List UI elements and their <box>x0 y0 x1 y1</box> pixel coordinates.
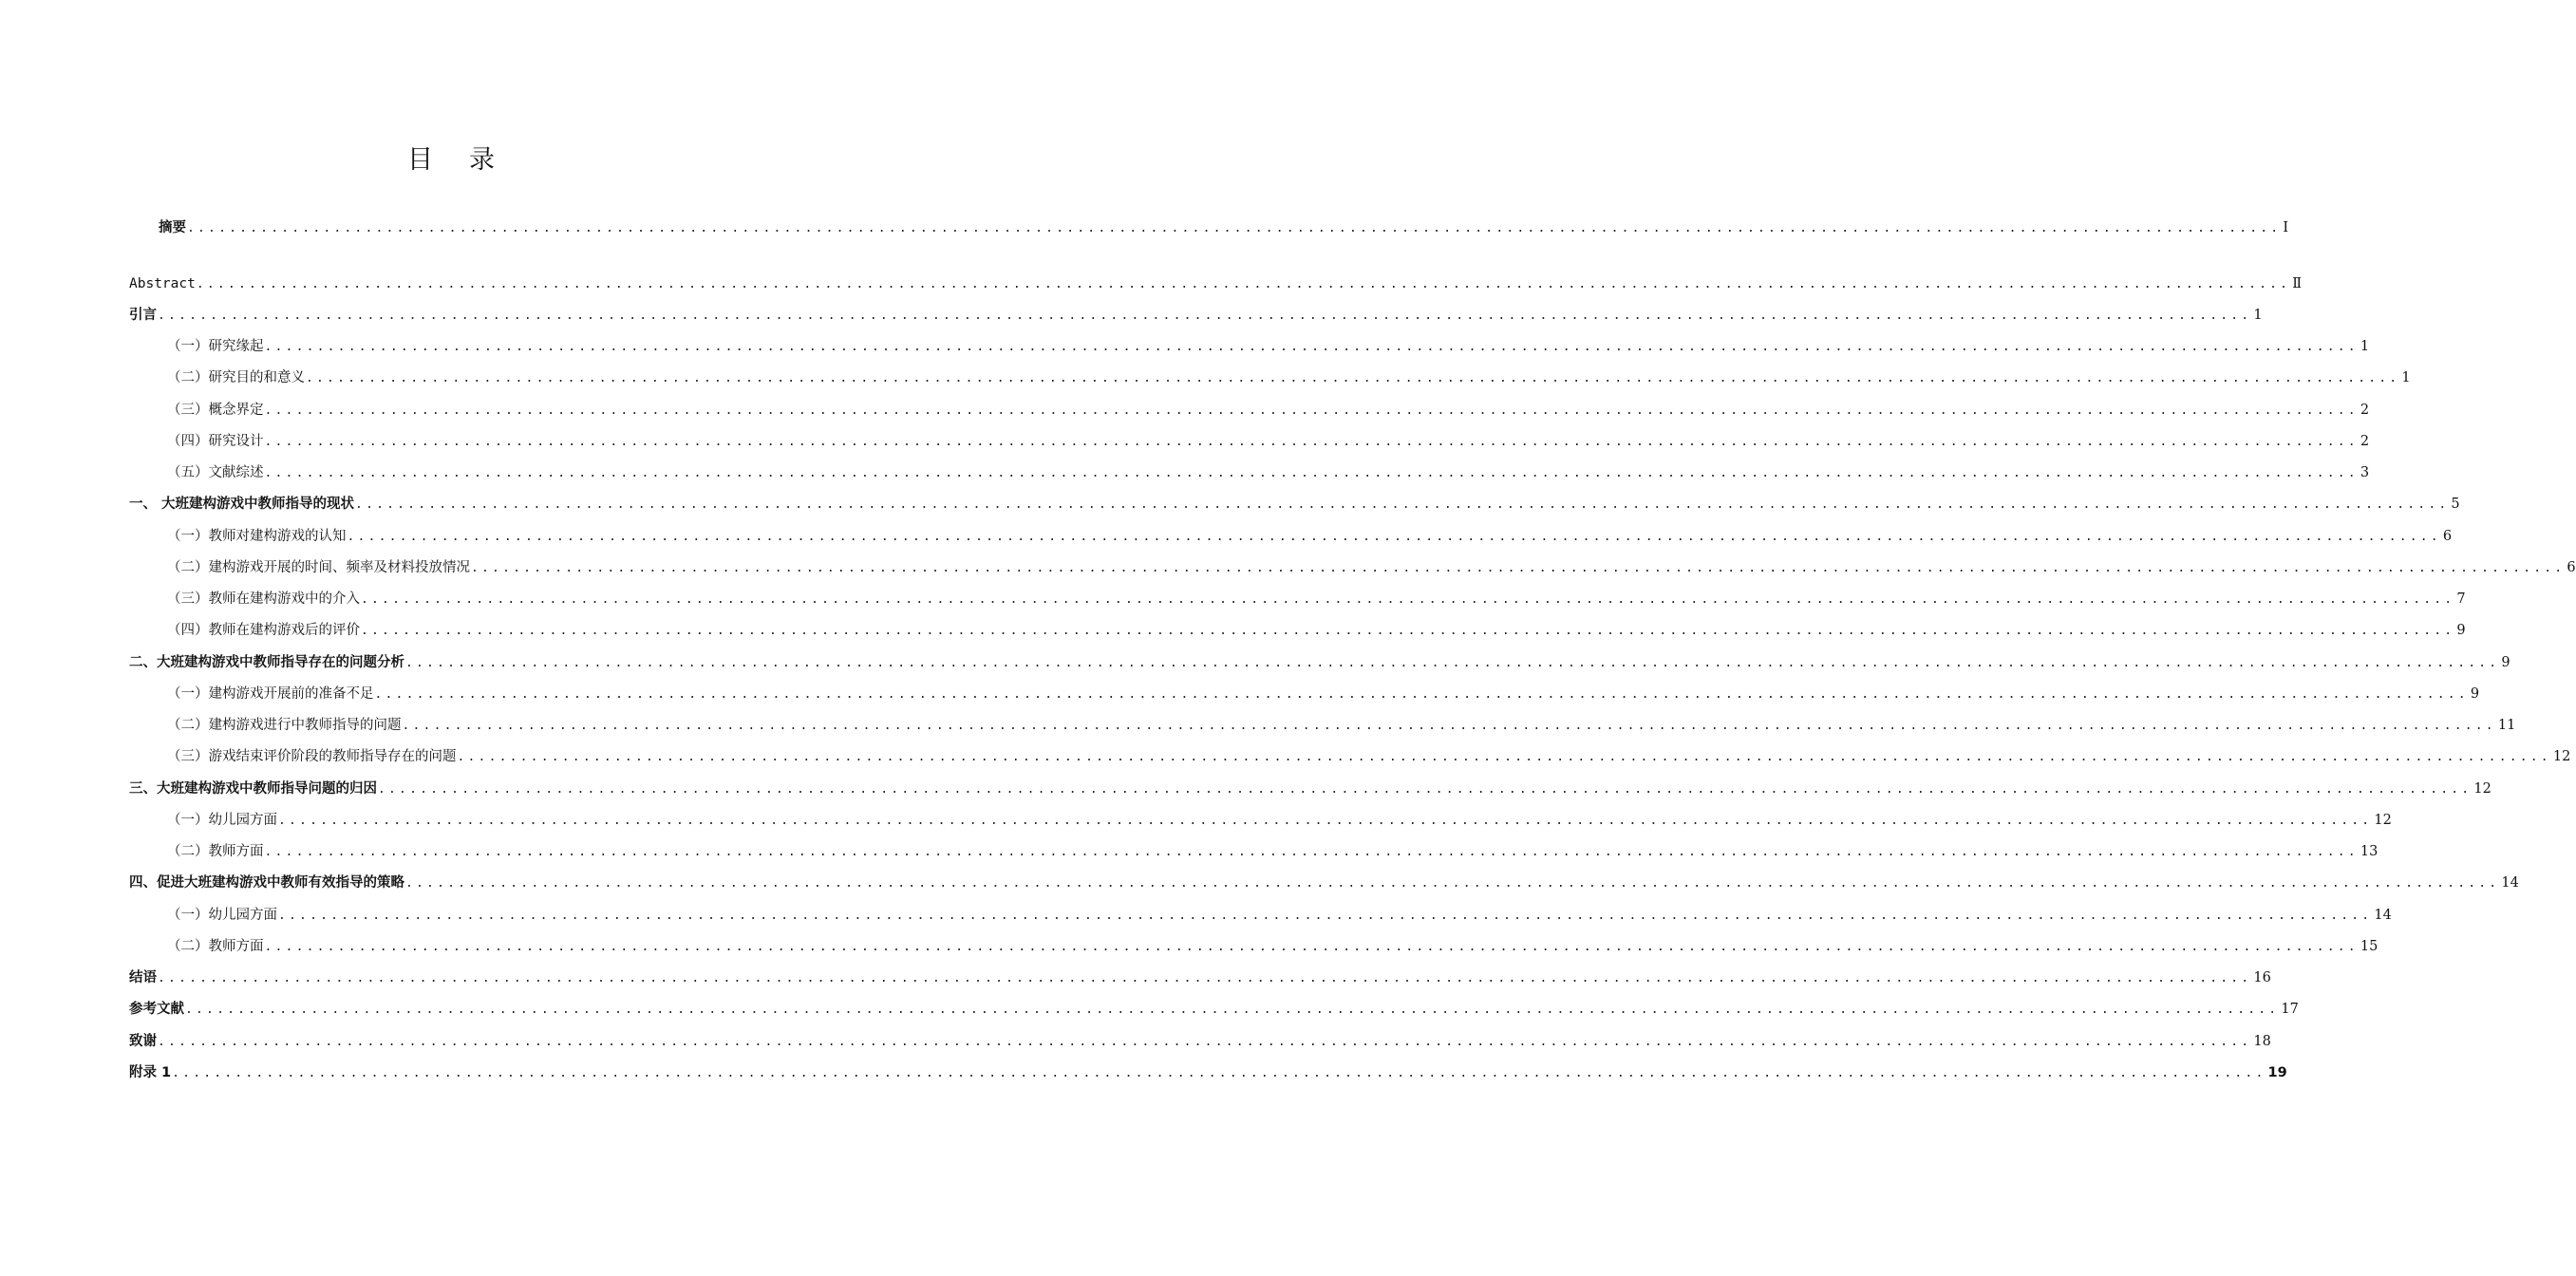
toc-page-number: 1 <box>2360 339 2370 354</box>
toc-entry-label: 摘要 <box>159 220 186 235</box>
toc-entry[interactable] <box>167 463 2370 482</box>
toc-leader-dots: ........................................................................................................................................................................................................ <box>374 687 2469 702</box>
toc-page-number: 3 <box>2360 465 2370 480</box>
toc-leader-dots: ........................................................................................................................................................................................................ <box>361 624 2455 638</box>
toc-page-number: 9 <box>2456 623 2466 638</box>
toc-entry-label: （一）幼儿园方面 <box>167 908 277 923</box>
toc-entry[interactable] <box>159 218 2289 237</box>
toc-leader-dots: ........................................................................................................................................................................................................ <box>264 340 2359 354</box>
toc-entry[interactable] <box>129 873 2519 892</box>
toc-leader-dots: ........................................................................................................................................................................................................ <box>306 371 2400 385</box>
toc-page-number: 15 <box>2360 939 2379 954</box>
toc-entry[interactable] <box>167 906 2392 925</box>
toc-entry[interactable] <box>167 811 2392 830</box>
toc-entry-label: （三）教师在建构游戏中的介入 <box>167 591 360 607</box>
toc-entry[interactable] <box>167 685 2480 704</box>
toc-entry-label: （一）研究缘起 <box>167 339 264 354</box>
toc-entry[interactable] <box>167 558 2576 577</box>
toc-page-number: 6 <box>2442 529 2453 544</box>
toc-leader-dots: ........................................................................................................................................................................................................ <box>378 782 2473 797</box>
toc-entry[interactable] <box>167 368 2411 387</box>
toc-entry-label: （一）建构游戏开展前的准备不足 <box>167 686 374 702</box>
page-title <box>0 139 902 176</box>
toc-leader-dots: ........................................................................................................................................................................................................ <box>278 814 2373 828</box>
toc-entry[interactable] <box>167 401 2370 420</box>
toc-entry[interactable] <box>129 779 2491 798</box>
toc-entry[interactable] <box>167 842 2379 861</box>
toc-page-number: 2 <box>2360 434 2370 449</box>
toc-page-number: 9 <box>2501 655 2510 670</box>
toc-leader-dots: ........................................................................................................................................................................................................ <box>158 971 2252 985</box>
toc-entry[interactable] <box>167 337 2370 356</box>
toc-entry-label: 四、促进大班建构游戏中教师有效指导的策略 <box>129 875 404 891</box>
toc-page-number: 11 <box>2497 718 2516 733</box>
toc-leader-dots: ........................................................................................................................................................................................................ <box>264 435 2359 449</box>
toc-entry-label: 致谢 <box>129 1034 157 1049</box>
toc-entry[interactable] <box>129 1032 2271 1051</box>
toc-entry[interactable] <box>129 495 2460 514</box>
toc-entry[interactable] <box>167 716 2516 735</box>
toc-entry[interactable] <box>129 968 2271 987</box>
toc-page-number: 12 <box>2552 749 2571 764</box>
toc-leader-dots: ........................................................................................................................................................................................................ <box>264 403 2359 418</box>
toc-page-number: 14 <box>2374 908 2392 923</box>
toc-leader-dots: ........................................................................................................................................................................................................ <box>264 845 2359 859</box>
toc-page-number: 19 <box>2267 1065 2287 1080</box>
toc-page-number: 2 <box>2360 403 2370 418</box>
toc-leader-dots: ........................................................................................................................................................................................................ <box>457 750 2551 764</box>
toc-page-number: Ⅱ <box>2292 276 2303 291</box>
toc-page-number: 6 <box>2567 560 2576 575</box>
toc-leader-dots: ........................................................................................................................................................................................................ <box>347 530 2441 544</box>
toc-leader-dots: ........................................................................................................................................................................................................ <box>405 876 2500 891</box>
toc-entry-label: 三、大班建构游戏中教师指导问题的归因 <box>129 781 377 797</box>
toc-leader-dots: ........................................................................................................................................................................................................ <box>361 592 2455 607</box>
toc-page-number: 1 <box>2253 308 2263 323</box>
toc-entry[interactable] <box>167 621 2466 640</box>
toc-entry[interactable] <box>167 747 2571 766</box>
toc-entry[interactable] <box>167 590 2466 609</box>
toc-leader-dots: ........................................................................................................................................................................................................ <box>405 656 2500 670</box>
toc-page-number: 5 <box>2451 497 2460 512</box>
toc-page-number: 12 <box>2374 813 2392 828</box>
toc-page-number: 9 <box>2470 686 2480 702</box>
toc-entry-label: （一）幼儿园方面 <box>167 813 277 828</box>
toc-entry-label: Abstract <box>129 276 196 291</box>
toc-entry[interactable] <box>129 274 2303 293</box>
toc-leader-dots: ........................................................................................................................................................................................................ <box>187 221 2282 235</box>
toc-entry-label: 参考文献 <box>129 1002 184 1017</box>
toc-page-number: 7 <box>2456 591 2466 607</box>
toc-page-number: 17 <box>2281 1002 2299 1017</box>
toc-page-number: 12 <box>2473 781 2491 797</box>
toc-page-number: 18 <box>2253 1034 2271 1049</box>
toc-leader-dots: ........................................................................................................................................................................................................ <box>264 940 2359 954</box>
toc-entry-label: 二、大班建构游戏中教师指导存在的问题分析 <box>129 655 404 670</box>
toc-entry-label: （五）文献综述 <box>167 465 264 480</box>
toc-entry-label: 附录 1 <box>129 1065 172 1080</box>
title-char-2: 录 <box>469 145 495 175</box>
toc-leader-dots: ........................................................................................................................................................................................................ <box>196 277 2291 291</box>
toc-leader-dots: ........................................................................................................................................................................................................ <box>264 466 2359 480</box>
toc-leader-dots: ........................................................................................................................................................................................................ <box>278 909 2373 923</box>
toc-entry-label: （三）概念界定 <box>167 403 264 418</box>
toc-entry-label: （二）建构游戏进行中教师指导的问题 <box>167 718 402 733</box>
toc-entry[interactable] <box>167 432 2370 451</box>
toc-entry-label: （二）研究目的和意义 <box>167 370 305 385</box>
toc-entry-label: （一）教师对建构游戏的认知 <box>167 529 347 544</box>
toc-entry-label: （二）建构游戏开展的时间、频率及材料投放情况 <box>167 560 470 575</box>
toc-page-number: 14 <box>2501 875 2519 891</box>
toc-entry-label: （三）游戏结束评价阶段的教师指导存在的问题 <box>167 749 457 764</box>
toc-entry-label: （二）教师方面 <box>167 939 264 954</box>
toc-entry[interactable] <box>129 653 2510 672</box>
toc-entry-label: 引言 <box>129 308 157 323</box>
toc-page-number: 13 <box>2360 844 2379 859</box>
toc-leader-dots: ........................................................................................................................................................................................................ <box>185 1003 2280 1017</box>
toc-entry-label: （四）教师在建构游戏后的评价 <box>167 623 360 638</box>
toc-leader-dots: ........................................................................................................................................................................................................ <box>355 497 2450 512</box>
toc-leader-dots: ........................................................................................................................................................................................................ <box>402 719 2496 733</box>
toc-entry-label: 一、 大班建构游戏中教师指导的现状 <box>129 497 355 512</box>
toc-entry[interactable] <box>129 1000 2299 1019</box>
toc-leader-dots: ........................................................................................................................................................................................................ <box>471 561 2566 575</box>
toc-leader-dots: ........................................................................................................................................................................................................ <box>172 1066 2266 1080</box>
toc-page-number: 16 <box>2253 970 2271 985</box>
toc-entry[interactable] <box>167 937 2379 956</box>
toc-entry[interactable] <box>129 1063 2287 1082</box>
toc-leader-dots: ........................................................................................................................................................................................................ <box>158 1035 2252 1049</box>
toc-entry-label: 结语 <box>129 970 157 985</box>
toc-leader-dots: ........................................................................................................................................................................................................ <box>158 309 2252 323</box>
toc-entry[interactable] <box>167 527 2453 546</box>
toc-entry-label: （二）教师方面 <box>167 844 264 859</box>
toc-entry[interactable] <box>129 306 2263 325</box>
toc-page-number: Ⅰ <box>2283 220 2289 235</box>
title-char-1: 目 <box>407 145 433 175</box>
toc-page-number: 1 <box>2401 370 2411 385</box>
toc-entry-label: （四）研究设计 <box>167 434 264 449</box>
